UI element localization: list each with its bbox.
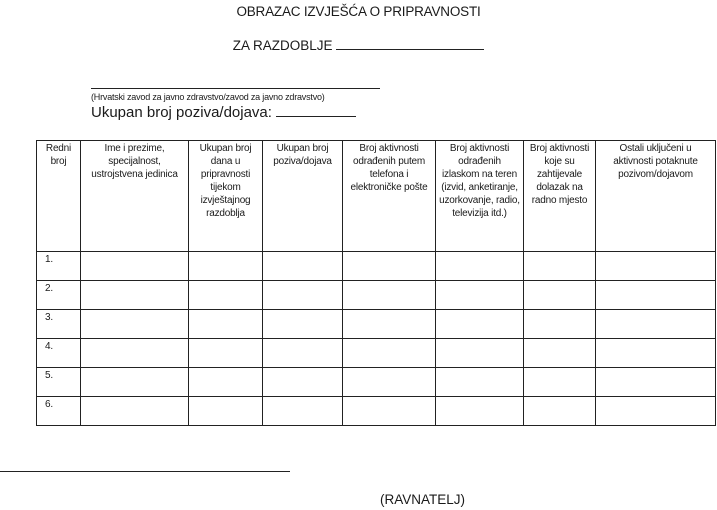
table-cell[interactable] (189, 397, 263, 426)
column-header: Broj aktivnosti odrađenih izlaskom na teren (izvid, anketiranje, uzorkovanje, radio, televizija itd.) (436, 141, 524, 252)
table-cell[interactable] (524, 281, 596, 310)
table-cell[interactable] (343, 310, 436, 339)
total-calls-line (91, 104, 356, 121)
table-header-row (37, 141, 716, 252)
table-row (37, 252, 716, 281)
signature-line[interactable] (0, 471, 290, 472)
table-cell[interactable] (524, 310, 596, 339)
table-row (37, 368, 716, 397)
table-row (37, 339, 716, 368)
table-cell[interactable] (436, 281, 524, 310)
table-cell[interactable] (81, 339, 189, 368)
row-number: 1. (37, 252, 81, 281)
row-number: 3. (37, 310, 81, 339)
period-label: ZA RAZDOBLJE (232, 38, 333, 53)
institution-caption: (Hrvatski zavod za javno zdravstvo/zavod za javno zdravstvo) (91, 92, 325, 102)
table-cell[interactable] (81, 252, 189, 281)
table-cell[interactable] (436, 252, 524, 281)
column-header: Ukupan broj poziva/dojava (263, 141, 343, 252)
table-cell[interactable] (596, 252, 716, 281)
table-cell[interactable] (524, 397, 596, 426)
column-header: Ukupan broj dana u pripravnosti tijekom izvještajnog razdoblja (189, 141, 263, 252)
table-cell[interactable] (263, 281, 343, 310)
table-cell[interactable] (81, 310, 189, 339)
report-table (36, 140, 716, 426)
table-row (37, 281, 716, 310)
table-cell[interactable] (436, 310, 524, 339)
column-header: Ostali uključeni u aktivnosti potaknute pozivom/dojavom (596, 141, 716, 252)
table-row (37, 310, 716, 339)
column-header: Ime i prezime, specijalnost, ustrojstvena jedinica (81, 141, 189, 252)
column-header: Broj aktivnosti odrađenih putem telefona i elektroničke pošte (343, 141, 436, 252)
table-cell[interactable] (524, 252, 596, 281)
table-cell[interactable] (436, 397, 524, 426)
table-cell[interactable] (596, 310, 716, 339)
table-cell[interactable] (343, 252, 436, 281)
form-title: OBRAZAC IZVJEŠĆA O PRIPRAVNOSTI (236, 4, 481, 19)
period-input-line[interactable] (336, 49, 484, 50)
table-cell[interactable] (343, 339, 436, 368)
table-cell[interactable] (189, 281, 263, 310)
table-cell[interactable] (596, 397, 716, 426)
table-cell[interactable] (263, 397, 343, 426)
total-calls-label: Ukupan broj poziva/dojava: (91, 104, 272, 121)
table-cell[interactable] (189, 252, 263, 281)
table-cell[interactable] (524, 368, 596, 397)
table-cell[interactable] (263, 252, 343, 281)
table-cell[interactable] (81, 397, 189, 426)
table-cell[interactable] (436, 339, 524, 368)
total-calls-input-line[interactable] (276, 116, 356, 117)
table-cell[interactable] (189, 310, 263, 339)
column-header: Redni broj (37, 141, 81, 252)
row-number: 5. (37, 368, 81, 397)
institution-input-line[interactable] (91, 88, 380, 89)
row-number: 6. (37, 397, 81, 426)
table-cell[interactable] (524, 339, 596, 368)
director-label: (RAVNATELJ) (380, 492, 466, 507)
table-cell[interactable] (81, 281, 189, 310)
table-cell[interactable] (596, 281, 716, 310)
table-cell[interactable] (343, 397, 436, 426)
period-line (0, 38, 717, 53)
row-number: 2. (37, 281, 81, 310)
column-header: Broj aktivnosti koje su zahtijevale dolazak na radno mjesto (524, 141, 596, 252)
table-cell[interactable] (436, 368, 524, 397)
table-cell[interactable] (81, 368, 189, 397)
table-cell[interactable] (596, 339, 716, 368)
table-cell[interactable] (343, 281, 436, 310)
table-cell[interactable] (263, 368, 343, 397)
table-cell[interactable] (189, 368, 263, 397)
row-number: 4. (37, 339, 81, 368)
table-cell[interactable] (263, 339, 343, 368)
table-cell[interactable] (189, 339, 263, 368)
table-cell[interactable] (263, 310, 343, 339)
table-cell[interactable] (343, 368, 436, 397)
table-cell[interactable] (596, 368, 716, 397)
table-row (37, 397, 716, 426)
